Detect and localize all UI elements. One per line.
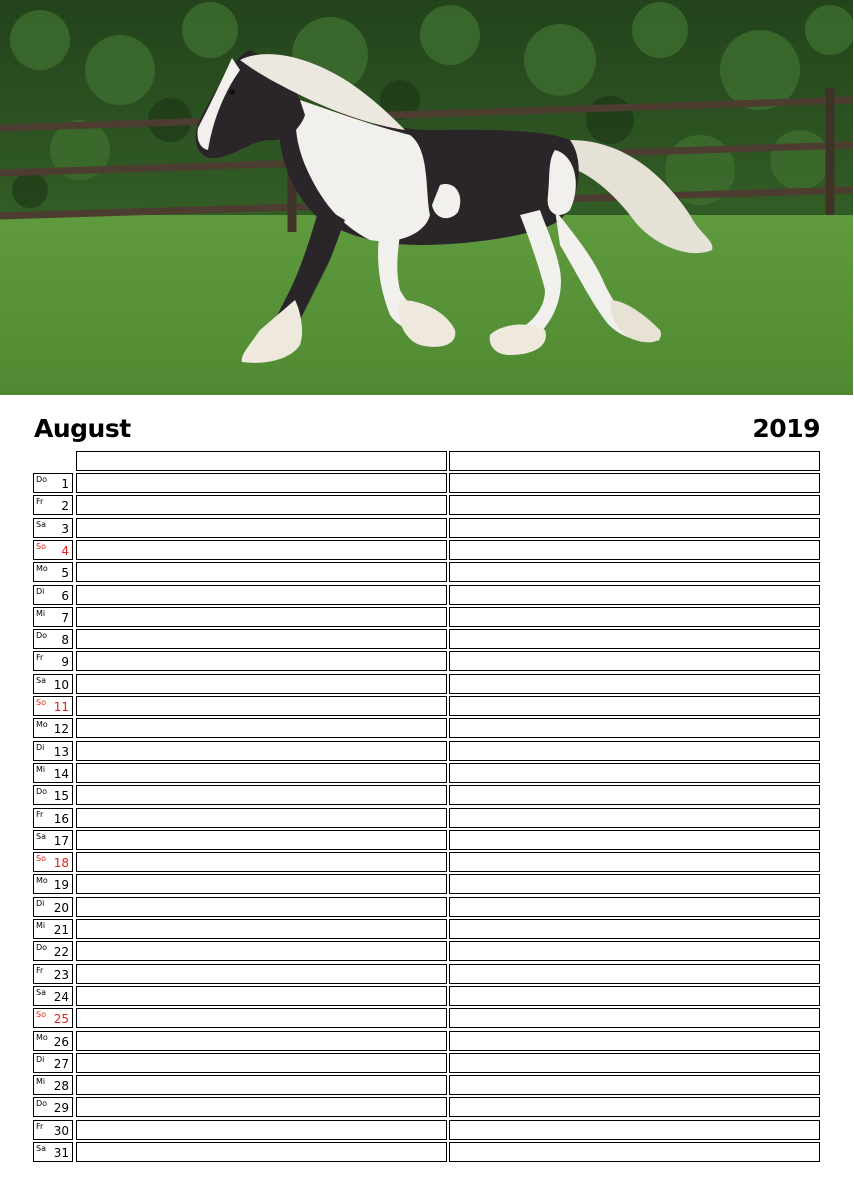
weekday-label: Do xyxy=(36,943,48,952)
note-field-2[interactable] xyxy=(449,919,820,939)
note-field-1[interactable] xyxy=(76,696,447,716)
weekday-label: Fr xyxy=(36,497,44,506)
weekday-label: Do xyxy=(36,631,48,640)
weekday-label: Sa xyxy=(36,988,46,997)
note-field-1[interactable] xyxy=(76,964,447,984)
date-cell xyxy=(33,941,73,961)
note-field-2[interactable] xyxy=(449,518,820,538)
note-field-2[interactable] xyxy=(449,629,820,649)
header-note-field-1[interactable] xyxy=(76,451,447,471)
weekday-label: Do xyxy=(36,787,48,796)
note-field-2[interactable] xyxy=(449,763,820,783)
note-field-1[interactable] xyxy=(76,941,447,961)
weekday-label: Mi xyxy=(36,1077,46,1086)
day-number: 22 xyxy=(53,945,69,959)
weekday-label: So xyxy=(36,542,46,551)
day-number: 27 xyxy=(53,1057,69,1071)
note-field-2[interactable] xyxy=(449,1120,820,1140)
date-cell xyxy=(33,696,73,716)
day-number: 13 xyxy=(53,745,69,759)
note-field-1[interactable] xyxy=(76,785,447,805)
day-number: 14 xyxy=(53,767,69,781)
note-field-1[interactable] xyxy=(76,1075,447,1095)
note-field-1[interactable] xyxy=(76,919,447,939)
note-field-1[interactable] xyxy=(76,540,447,560)
date-cell xyxy=(33,964,73,984)
date-cell xyxy=(33,651,73,671)
note-field-2[interactable] xyxy=(449,1075,820,1095)
day-number: 31 xyxy=(53,1146,69,1160)
note-field-2[interactable] xyxy=(449,785,820,805)
day-number: 6 xyxy=(61,589,69,603)
note-field-2[interactable] xyxy=(449,1008,820,1028)
weekday-label: Mo xyxy=(36,876,48,885)
note-field-2[interactable] xyxy=(449,874,820,894)
note-field-1[interactable] xyxy=(76,718,447,738)
note-field-1[interactable] xyxy=(76,897,447,917)
weekday-label: Sa xyxy=(36,832,46,841)
day-number: 23 xyxy=(53,968,69,982)
note-field-2[interactable] xyxy=(449,1097,820,1117)
weekday-label: Do xyxy=(36,475,48,484)
day-number: 4 xyxy=(61,544,69,558)
day-number: 15 xyxy=(53,789,69,803)
day-number: 1 xyxy=(61,477,69,491)
weekday-label: Di xyxy=(36,587,45,596)
weekday-label: Fr xyxy=(36,810,44,819)
day-number: 3 xyxy=(61,522,69,536)
date-cell xyxy=(33,607,73,627)
day-number: 5 xyxy=(61,566,69,580)
date-cell xyxy=(33,986,73,1006)
day-number: 29 xyxy=(53,1101,69,1115)
weekday-label: Mo xyxy=(36,720,48,729)
day-number: 21 xyxy=(53,923,69,937)
weekday-label: Fr xyxy=(36,966,44,975)
horse-photo-illustration xyxy=(0,0,853,395)
note-field-2[interactable] xyxy=(449,1031,820,1051)
note-field-2[interactable] xyxy=(449,607,820,627)
note-field-1[interactable] xyxy=(76,874,447,894)
date-cell xyxy=(33,808,73,828)
date-cell xyxy=(33,919,73,939)
note-field-2[interactable] xyxy=(449,585,820,605)
weekday-label: Di xyxy=(36,1055,45,1064)
date-cell xyxy=(33,674,73,694)
note-field-1[interactable] xyxy=(76,852,447,872)
note-field-1[interactable] xyxy=(76,830,447,850)
note-field-1[interactable] xyxy=(76,741,447,761)
day-number: 26 xyxy=(53,1035,69,1049)
note-field-2[interactable] xyxy=(449,1142,820,1162)
day-number: 19 xyxy=(53,878,69,892)
day-number: 8 xyxy=(61,633,69,647)
weekday-label: Sa xyxy=(36,676,46,685)
weekday-label: Mi xyxy=(36,765,46,774)
note-field-2[interactable] xyxy=(449,696,820,716)
note-field-2[interactable] xyxy=(449,540,820,560)
note-field-2[interactable] xyxy=(449,830,820,850)
note-field-1[interactable] xyxy=(76,629,447,649)
note-field-2[interactable] xyxy=(449,473,820,493)
weekday-label: Mi xyxy=(36,609,46,618)
note-field-2[interactable] xyxy=(449,808,820,828)
day-number: 11 xyxy=(53,700,69,714)
date-cell xyxy=(33,1075,73,1095)
note-field-2[interactable] xyxy=(449,852,820,872)
day-number: 7 xyxy=(61,611,69,625)
note-field-2[interactable] xyxy=(449,674,820,694)
date-cell xyxy=(33,718,73,738)
weekday-label: Mo xyxy=(36,1033,48,1042)
date-cell xyxy=(33,473,73,493)
note-field-1[interactable] xyxy=(76,518,447,538)
weekday-label: So xyxy=(36,1010,46,1019)
date-cell xyxy=(33,1053,73,1073)
day-number: 24 xyxy=(53,990,69,1004)
note-field-1[interactable] xyxy=(76,1142,447,1162)
day-number: 28 xyxy=(53,1079,69,1093)
note-field-1[interactable] xyxy=(76,1120,447,1140)
note-field-2[interactable] xyxy=(449,941,820,961)
date-cell xyxy=(33,1120,73,1140)
weekday-label: Mo xyxy=(36,564,48,573)
year-title: 2019 xyxy=(752,414,820,443)
day-number: 25 xyxy=(53,1012,69,1026)
weekday-label: Di xyxy=(36,743,45,752)
day-number: 10 xyxy=(53,678,69,692)
day-number: 9 xyxy=(61,655,69,669)
note-field-1[interactable] xyxy=(76,763,447,783)
date-cell xyxy=(33,830,73,850)
date-cell xyxy=(33,585,73,605)
note-field-2[interactable] xyxy=(449,495,820,515)
weekday-label: Mi xyxy=(36,921,46,930)
date-cell xyxy=(33,629,73,649)
date-cell xyxy=(33,562,73,582)
weekday-label: Do xyxy=(36,1099,48,1108)
note-field-2[interactable] xyxy=(449,1053,820,1073)
note-field-1[interactable] xyxy=(76,1053,447,1073)
note-field-1[interactable] xyxy=(76,1008,447,1028)
date-cell xyxy=(33,874,73,894)
note-field-1[interactable] xyxy=(76,1031,447,1051)
day-number: 20 xyxy=(53,901,69,915)
note-field-1[interactable] xyxy=(76,674,447,694)
day-number: 30 xyxy=(53,1124,69,1138)
note-field-2[interactable] xyxy=(449,651,820,671)
note-field-2[interactable] xyxy=(449,562,820,582)
note-field-1[interactable] xyxy=(76,986,447,1006)
header-note-field-2[interactable] xyxy=(449,451,820,471)
date-cell xyxy=(33,741,73,761)
note-field-1[interactable] xyxy=(76,495,447,515)
note-field-1[interactable] xyxy=(76,473,447,493)
date-cell xyxy=(33,495,73,515)
date-cell xyxy=(33,1031,73,1051)
date-cell xyxy=(33,852,73,872)
note-field-1[interactable] xyxy=(76,808,447,828)
weekday-label: Sa xyxy=(36,1144,46,1153)
note-field-2[interactable] xyxy=(449,741,820,761)
weekday-label: Fr xyxy=(36,653,44,662)
note-field-2[interactable] xyxy=(449,964,820,984)
date-cell xyxy=(33,518,73,538)
weekday-label: So xyxy=(36,854,46,863)
weekday-label: Di xyxy=(36,899,45,908)
day-number: 12 xyxy=(53,722,69,736)
note-field-1[interactable] xyxy=(76,651,447,671)
note-field-2[interactable] xyxy=(449,897,820,917)
day-number: 2 xyxy=(61,499,69,513)
day-number: 17 xyxy=(53,834,69,848)
weekday-label: So xyxy=(36,698,46,707)
date-cell xyxy=(33,540,73,560)
note-field-1[interactable] xyxy=(76,562,447,582)
header-photo-piebald-horse xyxy=(0,0,853,395)
date-cell xyxy=(33,763,73,783)
date-cell xyxy=(33,785,73,805)
date-cell xyxy=(33,897,73,917)
date-cell xyxy=(33,1008,73,1028)
date-cell xyxy=(33,1097,73,1117)
day-number: 18 xyxy=(53,856,69,870)
note-field-1[interactable] xyxy=(76,585,447,605)
note-field-1[interactable] xyxy=(76,1097,447,1117)
day-number: 16 xyxy=(53,812,69,826)
weekday-label: Fr xyxy=(36,1122,44,1131)
note-field-2[interactable] xyxy=(449,718,820,738)
note-field-2[interactable] xyxy=(449,986,820,1006)
weekday-label: Sa xyxy=(36,520,46,529)
note-field-1[interactable] xyxy=(76,607,447,627)
date-cell xyxy=(33,1142,73,1162)
month-title: August xyxy=(34,414,131,443)
